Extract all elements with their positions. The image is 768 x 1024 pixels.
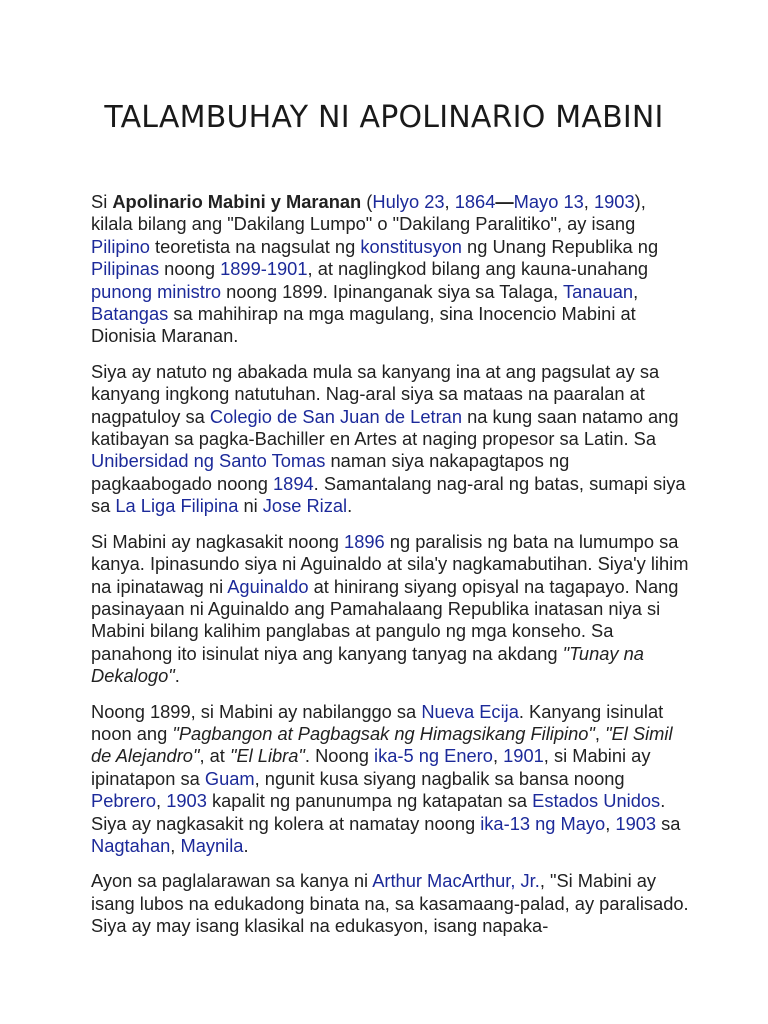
inline-link[interactable]: La Liga Filipina <box>115 495 239 517</box>
inline-link[interactable]: Nagtahan <box>91 834 171 856</box>
text-run: Ayon sa paglalarawan sa kanya ni <box>91 870 373 892</box>
bold-text: Apolinario Mabini y Maranan <box>112 191 362 212</box>
inline-link[interactable]: Guam <box>204 767 255 789</box>
inline-link[interactable]: Hulyo 23 <box>372 191 445 212</box>
inline-link[interactable]: Aguinaldo <box>227 575 309 597</box>
inline-link[interactable]: Mayo 13 <box>513 191 584 212</box>
paragraph <box>91 701 691 858</box>
italic-text: "El Libra" <box>229 745 305 767</box>
text-run: , "Si Mabini ay isang lubos na edukadong binata na, sa kasamaang-palad, ay paralisado. Siya ay may isang klasikal na edukasyon, isang napaka- <box>91 870 689 937</box>
inline-link[interactable]: Pilipinas <box>91 258 160 280</box>
text-run: sa mahihirap na mga magulang, sina Inocencio Mabini at Dionisia Maranan. <box>91 303 636 347</box>
italic-text: "El Simil de Alejandro" <box>91 722 673 767</box>
inline-link[interactable]: ika-5 ng Enero <box>374 745 493 767</box>
text-run: , <box>444 191 455 212</box>
paragraph <box>91 870 691 937</box>
inline-link[interactable]: Unibersidad ng Santo Tomas <box>91 450 326 472</box>
text-run: , <box>633 280 639 302</box>
text-run: , <box>170 834 181 856</box>
inline-link[interactable]: Tanauan <box>562 280 634 302</box>
text-run: Si <box>91 191 113 212</box>
text-run: . <box>243 834 249 856</box>
text-run: naman siya nakapagtapos ng pagkaabogado noong <box>91 450 570 494</box>
inline-link[interactable]: Pilipino <box>91 235 150 257</box>
inline-link[interactable]: 1899-1901 <box>220 258 308 280</box>
text-run: Siya ay natuto ng abakada mula sa kanyang ina at ang pagsulat ay sa kanyang ingkong natutuhan. Nag-aral siya sa mataas na paaralan at nagpatuloy sa <box>91 360 660 427</box>
paragraph <box>91 361 691 518</box>
text-run: ni <box>238 495 263 517</box>
inline-link[interactable]: 1901 <box>503 745 544 767</box>
text-run: , ngunit kusa siyang nagbalik sa bansa noong <box>254 767 625 789</box>
text-run: kapalit ng panunumpa ng katapatan sa <box>206 790 533 812</box>
text-run: sa <box>656 812 681 834</box>
inline-link[interactable]: Estados Unidos <box>532 790 661 812</box>
text-run: , si Mabini ay ipinatapon sa <box>91 745 651 789</box>
text-run: ( <box>361 191 373 212</box>
text-run: Si Mabini ay nagkasakit noong <box>91 530 345 552</box>
text-run: Noong 1899, si Mabini ay nabilanggo sa <box>91 700 422 722</box>
text-run: noong 1899. Ipinanganak siya sa Talaga, <box>221 280 563 302</box>
text-run: . Kanyang isinulat noon ang <box>91 700 664 744</box>
bold-text: — <box>495 191 514 212</box>
text-run: , at <box>199 745 230 767</box>
inline-link[interactable]: Maynila <box>180 834 244 856</box>
inline-link[interactable]: punong ministro <box>91 280 222 302</box>
text-run: . Samantalang nag-aral ng batas, sumapi siya sa <box>91 472 686 517</box>
text-run: , <box>156 790 167 812</box>
inline-link[interactable]: 1903 <box>615 812 657 834</box>
inline-link[interactable]: Arthur MacArthur, Jr. <box>372 870 540 892</box>
document-body <box>91 191 691 951</box>
text-run: noong <box>159 258 221 280</box>
text-run: at hinirang siyang opisyal na tagapayo. Nang pasinayaan ni Aguinaldo ang Pamahalaang Republika inatasan niya si Mabini bilang kalihim panglabas at pangulo ng mga konseho. Sa panahong ito isinulat niya ang kanyang tanyag na akdang <box>91 575 679 664</box>
text-run: . Siya ay nagkasakit ng kolera at namatay noong <box>91 790 666 834</box>
inline-link[interactable]: Colegio de San Juan de Letran <box>209 405 462 427</box>
inline-link[interactable]: konstitusyon <box>360 235 462 257</box>
text-run: ng Unang Republika ng <box>461 235 659 257</box>
text-run: . <box>347 495 353 517</box>
text-run: , <box>605 812 616 834</box>
inline-link[interactable]: 1903 <box>166 790 207 812</box>
inline-link[interactable]: Jose Rizal <box>262 495 348 517</box>
inline-link[interactable]: ika-13 ng Mayo <box>480 812 606 834</box>
paragraph <box>91 191 691 348</box>
inline-link[interactable]: 1903 <box>593 191 635 212</box>
inline-link[interactable]: Batangas <box>91 303 169 325</box>
inline-link[interactable]: 1896 <box>344 530 385 552</box>
text-run: ), kilala bilang ang "Dakilang Lumpo" o "Dakilang Paralitiko", ay isang <box>91 191 646 235</box>
inline-link[interactable]: 1894 <box>272 472 314 494</box>
inline-link[interactable]: Nueva Ecija <box>421 700 519 722</box>
text-run: , <box>583 191 594 212</box>
text-run: . Noong <box>304 745 375 767</box>
italic-text: "Pagbangon at Pagbagsak ng Himagsikang Filipino" <box>172 722 595 744</box>
inline-link[interactable]: 1864 <box>454 191 496 212</box>
text-run: , <box>594 722 606 744</box>
inline-link[interactable]: Pebrero <box>91 790 157 812</box>
paragraph <box>91 531 691 688</box>
text-run: . <box>174 665 180 687</box>
page-title: TALAMBUHAY NI APOLINARIO MABINI <box>104 100 664 135</box>
text-run: , <box>492 745 504 767</box>
italic-text: "Tunay na Dekalogo" <box>91 642 644 687</box>
text-run: teoretista na nagsulat ng <box>149 235 361 257</box>
text-run: , at naglingkod bilang ang kauna-unahang <box>307 258 649 280</box>
text-run: na kung saan natamo ang katibayan sa pagka-Bachiller en Artes at naging propesor sa Latin. Sa <box>91 405 679 450</box>
text-run: ng paralisis ng bata na lumumpo sa kanya. Ipinasundo siya ni Aguinaldo at sila'y nagkamabutihan. Siya'y lihim na ipinatawag ni <box>91 530 689 597</box>
